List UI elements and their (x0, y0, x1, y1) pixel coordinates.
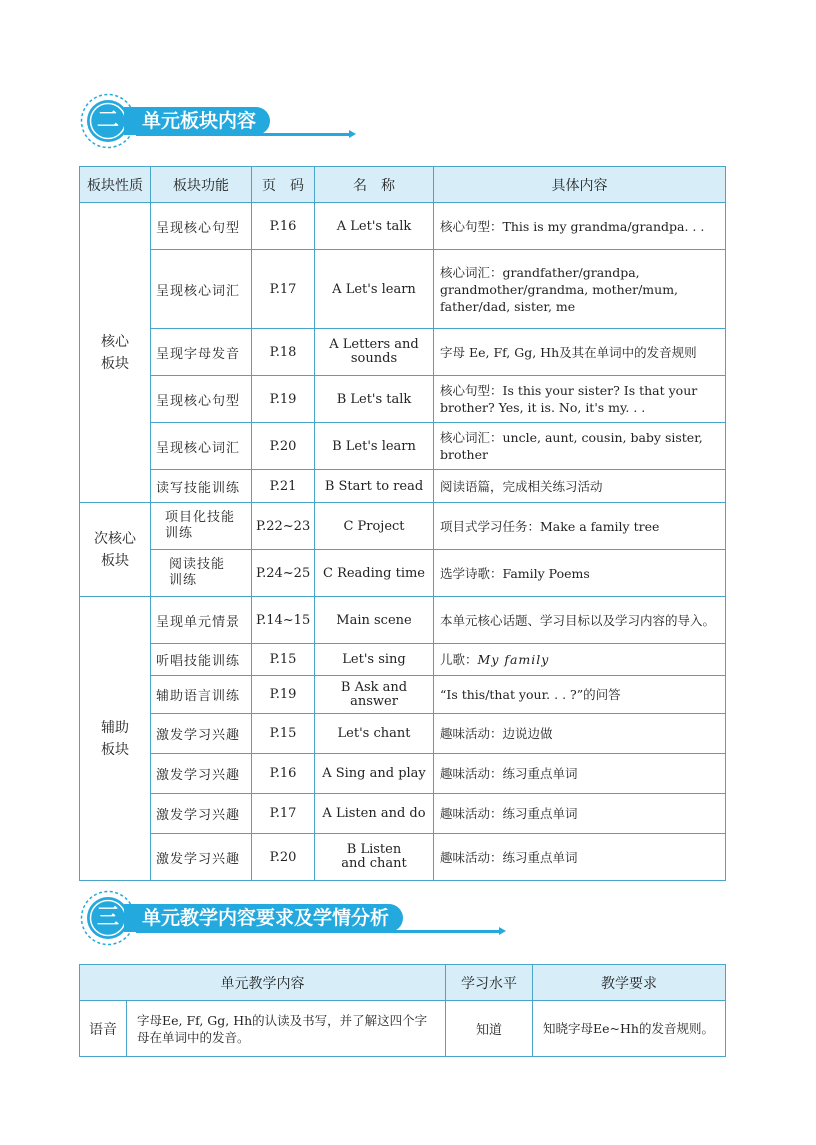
category-cell: 语音 (80, 1001, 127, 1057)
function-cell: 激发学习兴趣 (151, 834, 252, 881)
table-row (80, 714, 726, 754)
function-cell: 呈现单元情景 (151, 597, 252, 644)
table-row (80, 250, 726, 329)
section-3-heading (80, 890, 700, 950)
function-cell: 呈现核心句型 (151, 376, 252, 423)
header-name: 名 称 (315, 167, 434, 203)
title-cell: Let's chant (315, 714, 434, 754)
heading-underline (136, 133, 350, 136)
heading-underline (136, 930, 500, 933)
title-cell: B Start to read (315, 470, 434, 503)
page-cell: P.21 (252, 470, 315, 503)
header-content: 具体内容 (434, 167, 726, 203)
page-cell: P.16 (252, 203, 315, 250)
function-cell: 呈现核心句型 (151, 203, 252, 250)
table-row (80, 329, 726, 376)
page-cell: P.19 (252, 376, 315, 423)
table-header-row (80, 167, 726, 203)
category-cell: 次核心 板块 (80, 503, 151, 597)
title-cell: A Letters and sounds (315, 329, 434, 376)
function-cell: 激发学习兴趣 (151, 794, 252, 834)
detail-cell: “Is this/that your. . . ?”的问答 (434, 676, 726, 714)
category-cell: 核心 板块 (80, 203, 151, 503)
title-cell: A Listen and do (315, 794, 434, 834)
page-cell: P.22~23 (252, 503, 315, 550)
detail-prefix: 儿歌： (440, 652, 478, 667)
table-row (80, 754, 726, 794)
function-cell: 阅读技能训练 (151, 550, 252, 597)
detail-cell: 本单元核心话题、学习目标以及学习内容的导入。 (434, 597, 726, 644)
title-cell: Let's sing (315, 644, 434, 676)
category-cell: 辅助 板块 (80, 597, 151, 881)
level-cell: 知道 (446, 1001, 533, 1057)
header-unit-content: 单元教学内容 (80, 965, 446, 1001)
table-row (80, 597, 726, 644)
page-cell: P.17 (252, 250, 315, 329)
detail-cell: 阅读语篇，完成相关练习活动 (434, 470, 726, 503)
page-cell: P.14~15 (252, 597, 315, 644)
function-cell: 项目化技能训练 (151, 503, 252, 550)
page-cell: P.15 (252, 714, 315, 754)
function-cell: 呈现字母发音 (151, 329, 252, 376)
title-cell: A Sing and play (315, 754, 434, 794)
title-cell: C Reading time (315, 550, 434, 597)
detail-cell: 趣味活动：边说边做 (434, 714, 726, 754)
module-table (79, 166, 726, 881)
title-cell: A Let's talk (315, 203, 434, 250)
song-title: My family (477, 652, 550, 667)
detail-cell: 趣味活动：练习重点单词 (434, 834, 726, 881)
title-cell: B Let's learn (315, 423, 434, 470)
page-cell: P.20 (252, 423, 315, 470)
detail-cell: 核心句型：This is my grandma/grandpa. . . (434, 203, 726, 250)
title-cell: Main scene (315, 597, 434, 644)
detail-cell: 选学诗歌：Family Poems (434, 550, 726, 597)
function-cell: 辅助语言训练 (151, 676, 252, 714)
page-cell: P.18 (252, 329, 315, 376)
detail-cell: 核心句型：Is this your sister? Is that your brother? Yes, it is. No, it's my. . . (434, 376, 726, 423)
detail-cell: 核心词汇：uncle, aunt, cousin, baby sister, brother (434, 423, 726, 470)
table-row (80, 834, 726, 881)
title-cell: B Let's talk (315, 376, 434, 423)
title-cell: A Let's learn (315, 250, 434, 329)
detail-cell: 项目式学习任务：Make a family tree (434, 503, 726, 550)
table-row (80, 470, 726, 503)
detail-cell: 趣味活动：练习重点单词 (434, 754, 726, 794)
page-cell: P.20 (252, 834, 315, 881)
detail-cell: 字母 Ee, Ff, Gg, Hh及其在单词中的发音规则 (434, 329, 726, 376)
table-row (80, 676, 726, 714)
table-row (80, 550, 726, 597)
table-row (80, 644, 726, 676)
table-row (80, 503, 726, 550)
detail-cell: 核心词汇：grandfather/grandpa, grandmother/grandma, mother/mum, father/dad, sister, me (434, 250, 726, 329)
section-number: 二 (96, 108, 119, 133)
section-number: 三 (96, 905, 119, 930)
page-cell: P.15 (252, 644, 315, 676)
header-function: 板块功能 (151, 167, 252, 203)
title-cell: B Ask and answer (315, 676, 434, 714)
function-cell: 激发学习兴趣 (151, 754, 252, 794)
requirements-table (79, 964, 726, 1057)
title-cell: B Listen and chant (315, 834, 434, 881)
table-header-row (80, 965, 726, 1001)
detail-cell: 趣味活动：练习重点单词 (434, 794, 726, 834)
table-row (80, 423, 726, 470)
requirement-cell: 知晓字母Ee~Hh的发音规则。 (533, 1001, 726, 1057)
header-requirement: 教学要求 (533, 965, 726, 1001)
function-cell: 呈现核心词汇 (151, 423, 252, 470)
function-cell: 激发学习兴趣 (151, 714, 252, 754)
title-cell: C Project (315, 503, 434, 550)
page-cell: P.17 (252, 794, 315, 834)
header-level: 学习水平 (446, 965, 533, 1001)
header-page: 页 码 (252, 167, 315, 203)
content-cell: 字母Ee, Ff, Gg, Hh的认读及书写，并了解这四个字母在单词中的发音。 (127, 1001, 446, 1057)
table-row (80, 794, 726, 834)
section-title: 单元教学内容要求及学情分析 (124, 904, 403, 932)
detail-cell (434, 644, 726, 676)
page-cell: P.19 (252, 676, 315, 714)
table-row (80, 1001, 726, 1057)
table-row (80, 203, 726, 250)
function-cell: 呈现核心词汇 (151, 250, 252, 329)
section-title: 单元板块内容 (124, 107, 270, 135)
header-nature: 板块性质 (80, 167, 151, 203)
page-cell: P.16 (252, 754, 315, 794)
function-cell: 读写技能训练 (151, 470, 252, 503)
page-cell: P.24~25 (252, 550, 315, 597)
section-2-heading (80, 93, 700, 153)
table-row (80, 376, 726, 423)
function-cell: 听唱技能训练 (151, 644, 252, 676)
